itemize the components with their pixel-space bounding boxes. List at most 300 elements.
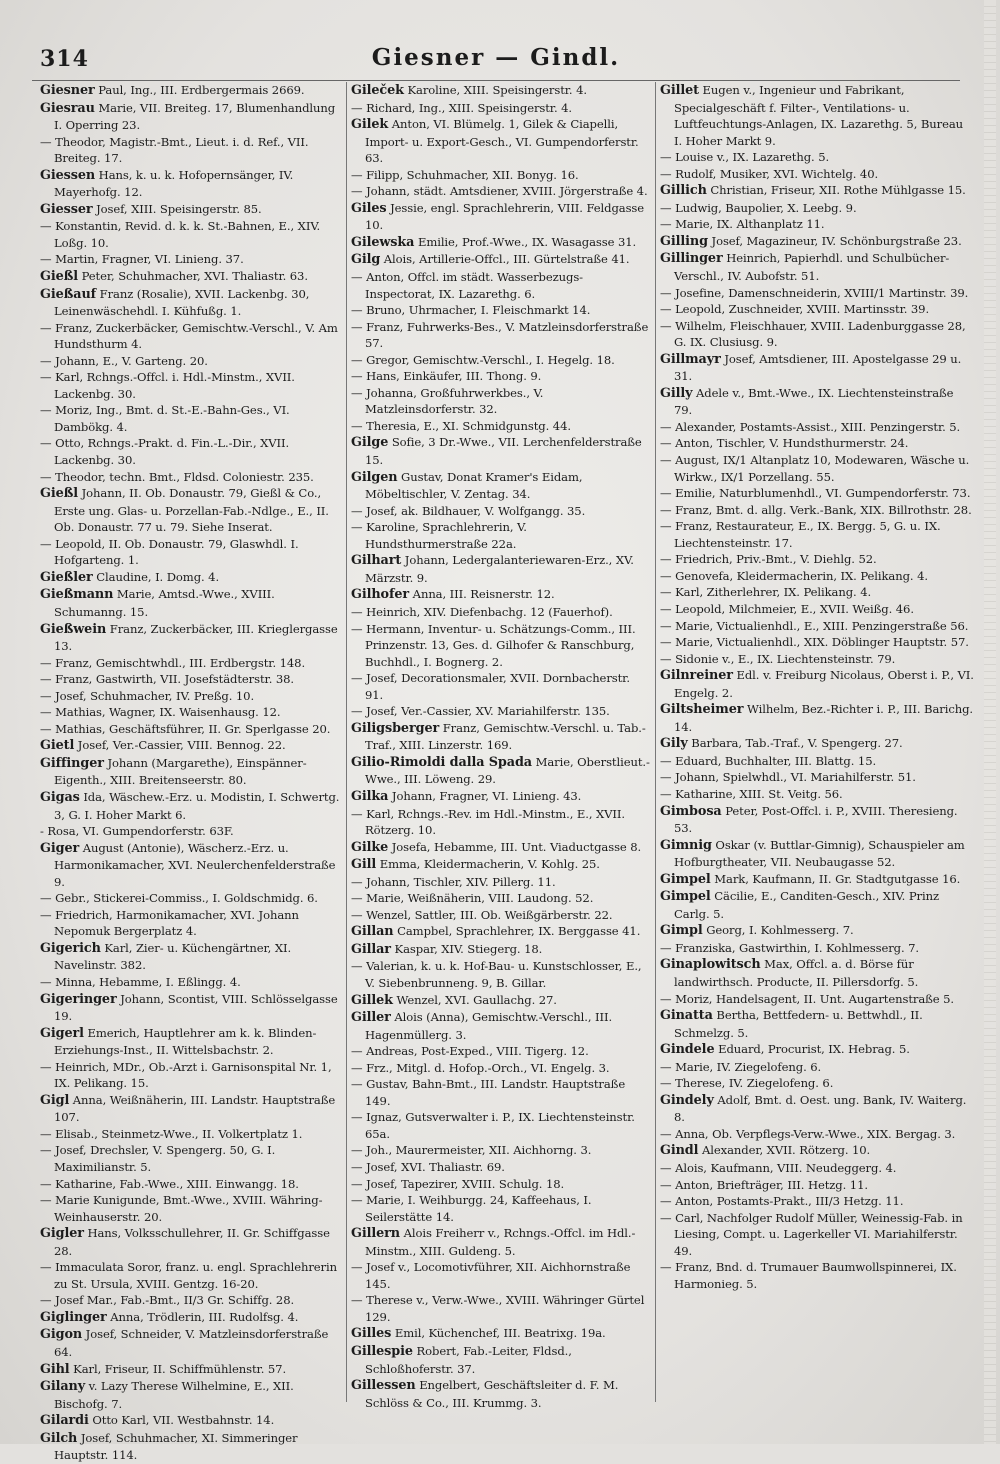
entry-details: — Gebr., Stickerei-Commiss., I. Goldschmidg. 6.	[40, 891, 318, 906]
directory-entry	[40, 991, 342, 1025]
entry-surname: Gigeringer	[40, 991, 117, 1007]
entry-details: Alois Freiherr v., Rchngs.-Offcl. im Hdl.-Minstm., XIII. Guldeng. 5.	[365, 1226, 636, 1258]
entry-details: Barbara, Tab.-Traf., V. Spengerg. 27.	[687, 736, 903, 751]
column-2	[351, 82, 651, 1422]
entry-details: — Franziska, Gastwirthin, I. Kohlmesserg. 7.	[660, 940, 920, 955]
entry-details: — Anton, Postamts-Prakt., III/3 Hetzg. 11.	[660, 1194, 904, 1209]
entry-details: Emma, Kleidermacherin, V. Kohlg. 25.	[376, 857, 600, 872]
directory-entry	[660, 667, 974, 701]
entry-surname: Ginaplowitsch	[660, 957, 761, 973]
entry-details: — Carl, Nachfolger Rudolf Müller, Weinessig-Fab. in Liesing, Compt. u. Lagerkeller VI. Mariahilferstr. 49.	[660, 1210, 963, 1258]
entry-surname: Gigon	[40, 1327, 83, 1343]
directory-entry	[660, 1126, 974, 1143]
entry-details: Max, Offcl. a. d. Börse für landwirthsch. Producte, II. Pillersdorfg. 5.	[674, 957, 919, 989]
directory-entry	[351, 469, 651, 503]
entry-surname: Gimpel	[660, 871, 711, 887]
entry-surname: Gindele	[660, 1042, 715, 1058]
entry-details: — Anton, Tischler, V. Hundsthurmerstr. 24.	[660, 436, 909, 451]
entry-details: — Heinrich, XIV. Diefenbachg. 12 (Fauerhof).	[351, 604, 613, 619]
directory-entry	[40, 1025, 342, 1059]
entry-details: — Ignaz, Gutsverwalter i. P., IX. Liechtensteinstr. 65a.	[351, 1110, 635, 1141]
directory-entry	[351, 703, 651, 720]
entry-details: Adele v., Bmt.-Wwe., IX. Liechtensteinstraße 79.	[674, 385, 954, 418]
directory-entry	[40, 907, 342, 940]
directory-entry	[660, 351, 974, 385]
entry-details: — Karl, Rchngs.-Offcl. i. Hdl.-Minstm., XVII. Lackenbg. 30.	[40, 370, 295, 401]
entry-details: — Louise v., IX. Lazarethg. 5.	[660, 150, 830, 165]
entry-surname: Giesrau	[40, 100, 95, 116]
entry-surname: Giesner	[40, 83, 95, 98]
directory-entry	[351, 251, 651, 269]
directory-entry	[40, 469, 342, 486]
column-1	[40, 82, 342, 1463]
entry-surname: Gillessen	[351, 1378, 416, 1394]
entry-details: Gustav, Donat Kramer's Eidam, Möbeltischler, V. Zentag. 34.	[365, 469, 583, 502]
directory-entry	[351, 183, 651, 200]
entry-details: — Marie, Victualienhdl., XIX. Döblinger Hauptstr. 57.	[660, 635, 969, 650]
entry-details: Heinrich, Papierhdl. und Schulbücher-Verschl., IV. Aubofstr. 51.	[674, 251, 950, 284]
directory-entry	[660, 502, 974, 519]
entry-details: Marie, Oberstlieut.-Wwe., III. Löweng. 29.	[365, 754, 650, 787]
directory-entry	[660, 1177, 974, 1194]
directory-entry	[351, 856, 651, 874]
entry-details: Marie, Amtsd.-Wwe., XVIII. Schumanng. 15.	[54, 587, 275, 619]
entry-details: — Katharine, XIII. St. Veitg. 56.	[660, 786, 843, 801]
entry-details: — Wilhelm, Fleischhauer, XVIII. Ladenburggasse 28, G. IX. Clusiusg. 9.	[660, 318, 966, 350]
entry-details: — Leopold, II. Ob. Donaustr. 79, Glaswhdl. I. Hofgarteng. 1.	[40, 536, 299, 568]
entry-details: — Therese v., Verw.-Wwe., XVIII. Währinger Gürtel 129.	[351, 1293, 645, 1324]
entry-surname: Gillet	[660, 83, 699, 98]
entry-details: — Marie, I. Weihburgg. 24, Kaffeehaus, I. Seilerstätte 14.	[351, 1193, 592, 1224]
directory-entry	[40, 1142, 342, 1175]
entry-surname: Giglinger	[40, 1309, 107, 1325]
entry-surname: Gilardi	[40, 1413, 89, 1429]
directory-entry	[351, 1176, 651, 1193]
directory-entry	[351, 670, 651, 703]
directory-entry	[660, 803, 974, 837]
entry-details: — Richard, Ing., XIII. Speisingerstr. 4.	[351, 100, 573, 115]
entry-details: Ida, Wäschew.-Erz. u. Modistin, I. Schwertg. 3, G. I. Hoher Markt 6.	[54, 789, 340, 822]
directory-entry	[660, 651, 974, 668]
directory-entry	[40, 1309, 342, 1327]
entry-surname: Ginatta	[660, 1008, 713, 1024]
directory-entry	[351, 319, 651, 352]
directory-entry	[351, 1259, 651, 1292]
directory-entry	[660, 82, 974, 149]
directory-entry	[660, 735, 974, 753]
entry-surname: Gießl	[40, 486, 79, 502]
directory-entry	[351, 958, 651, 991]
entry-details: - Rosa, VI. Gumpendorferstr. 63F.	[40, 824, 234, 839]
directory-entry	[351, 788, 651, 806]
entry-surname: Gillar	[351, 941, 391, 957]
directory-entry	[660, 618, 974, 635]
directory-entry	[40, 586, 342, 620]
directory-entry	[351, 604, 651, 621]
entry-surname: Gigas	[40, 789, 80, 805]
entry-details: Karl, Friseur, II. Schiffmühlenstr. 57.	[69, 1361, 287, 1376]
entry-details: — Anton, Offcl. im städt. Wasserbezugs-Inspectorat, IX. Lazarethg. 6.	[351, 270, 583, 301]
entry-surname: Gilge	[351, 435, 389, 451]
entry-surname: Giligsberger	[351, 720, 440, 736]
entry-details: Anna, Weißnäherin, III. Landstr. Hauptstraße 107.	[54, 1092, 336, 1125]
entry-details: — Franz, Zuckerbäcker, Gemischtw.-Verschl., V. Am Hundsthurm 4.	[40, 320, 338, 352]
directory-entry	[660, 518, 974, 551]
entry-details: Franz, Zuckerbäcker, III. Krieglergasse 13.	[54, 621, 338, 654]
entry-details: Emerich, Hauptlehrer am k. k. Blinden-Erziehungs-Inst., II. Wittelsbachstr. 2.	[54, 1025, 317, 1058]
entry-surname: Gießler	[40, 569, 93, 585]
directory-entry	[40, 100, 342, 134]
directory-entry	[40, 1059, 342, 1092]
entry-surname: Gilek	[351, 117, 389, 133]
entry-details: Johann, Scontist, VIII. Schlösselgasse 19.	[54, 991, 338, 1024]
entry-details: Wenzel, XVI. Gaullachg. 27.	[392, 992, 557, 1007]
directory-entry	[40, 1259, 342, 1292]
directory-entry	[40, 621, 342, 655]
entry-surname: Gillich	[660, 183, 707, 199]
directory-entry	[351, 302, 651, 319]
directory-entry	[351, 621, 651, 671]
directory-entry	[351, 923, 651, 941]
running-head: Giesner — Gindl.	[371, 44, 621, 71]
directory-entry	[660, 1007, 974, 1041]
entry-details: Bertha, Bettfedern- u. Bettwhdl., II. Schmelzg. 5.	[674, 1008, 923, 1040]
entry-surname: Gily	[660, 736, 688, 752]
directory-entry	[351, 352, 651, 369]
entry-details: Josef, XIII. Speisingerstr. 85.	[92, 201, 262, 216]
directory-entry	[40, 369, 342, 402]
entry-details: — Moriz, Ing., Bmt. d. St.-E.-Bahn-Ges., VI. Dambökg. 4.	[40, 403, 290, 434]
directory-entry	[351, 1343, 651, 1377]
directory-entry	[351, 82, 651, 100]
directory-entry	[351, 1377, 651, 1411]
entry-details: — Josef, Schuhmacher, IV. Preßg. 10.	[40, 688, 255, 703]
directory-entry	[351, 1076, 651, 1109]
directory-entry	[660, 1142, 974, 1160]
column-divider	[346, 82, 347, 1402]
entry-details: — Immaculata Soror, franz. u. engl. Sprachlehrerin zu St. Ursula, XVIII. Gentzg. 16-20.	[40, 1260, 337, 1291]
directory-entry	[660, 1092, 974, 1126]
directory-entry	[351, 941, 651, 959]
directory-entry	[660, 435, 974, 452]
entry-surname: Giles	[351, 200, 387, 216]
directory-entry	[40, 569, 342, 587]
entry-details: — Franz, Restaurateur, E., IX. Bergg. 5, G. u. IX. Liechtensteinstr. 17.	[660, 519, 941, 550]
entry-details: — Franz, Fuhrwerks-Bes., V. Matzleinsdorferstraße 57.	[351, 319, 649, 351]
entry-details: — Johann, E., V. Garteng. 20.	[40, 353, 208, 368]
directory-entry	[660, 1075, 974, 1092]
entry-details: Anna, Trödlerin, III. Rudolfsg. 4.	[106, 1309, 299, 1324]
entry-details: — Joh., Maurermeister, XII. Aichhorng. 3.	[351, 1143, 592, 1158]
directory-entry	[351, 1109, 651, 1142]
entry-details: Marie, VII. Breiteg. 17, Blumenhandlung I. Operring 23.	[54, 100, 336, 133]
entry-details: Paul, Ing., III. Erdbergermais 2669.	[94, 83, 305, 97]
entry-details: — Elisab., Steinmetz-Wwe., II. Volkertplatz 1.	[40, 1126, 303, 1141]
entry-details: Eduard, Procurist, IX. Hebrag. 5.	[714, 1042, 910, 1057]
directory-entry	[40, 1176, 342, 1193]
entry-surname: Gilnreiner	[660, 668, 733, 684]
entry-surname: Giger	[40, 840, 80, 856]
directory-entry	[660, 837, 974, 871]
directory-entry	[40, 890, 342, 907]
directory-entry	[40, 1192, 342, 1225]
entry-details: — Genovefa, Kleidermacherin, IX. Pelikang. 4.	[660, 568, 928, 583]
directory-entry	[351, 1142, 651, 1159]
entry-details: — Mathias, Geschäftsführer, II. Gr. Sperlgasse 20.	[40, 721, 331, 736]
directory-entry	[40, 435, 342, 468]
entry-details: Alois, Artillerie-Offcl., III. Gürtelstraße 41.	[380, 252, 630, 267]
entry-details: — Theresia, E., XI. Schmidgunstg. 44.	[351, 418, 571, 433]
directory-entry	[351, 1060, 651, 1077]
entry-details: Hans, Volksschullehrer, II. Gr. Schiffgasse 28.	[54, 1226, 330, 1258]
entry-details: — Josef, ak. Bildhauer, V. Wolfgangg. 35.	[351, 503, 586, 518]
page-header	[32, 40, 960, 81]
directory-entry	[40, 536, 342, 569]
directory-entry	[40, 167, 342, 201]
directory-entry	[351, 907, 651, 924]
entry-details: — Marie, IX. Althanplatz 11.	[660, 217, 825, 232]
entry-details: Josefa, Hebamme, III. Unt. Viaductgasse 8.	[388, 839, 642, 854]
entry-surname: Gillan	[351, 924, 394, 940]
directory-entry	[40, 268, 342, 286]
directory-entry	[660, 419, 974, 436]
entry-details: Emil, Küchenchef, III. Beatrixg. 19a.	[391, 1326, 606, 1341]
entry-surname: Gießauf	[40, 286, 97, 302]
entry-surname: Gilhart	[351, 553, 402, 569]
entry-details: — Franz, Gemischtwhdl., III. Erdbergstr. 148.	[40, 655, 306, 670]
directory-entry	[660, 166, 974, 183]
entry-details: — Josef v., Locomotivführer, XII. Aichhornstraße 145.	[351, 1260, 631, 1291]
directory-entry	[351, 519, 651, 552]
directory-entry	[351, 167, 651, 184]
directory-entry	[40, 201, 342, 219]
directory-entry	[351, 552, 651, 586]
directory-entry	[660, 769, 974, 786]
directory-entry	[351, 368, 651, 385]
directory-entry	[40, 704, 342, 721]
directory-entry	[660, 250, 974, 284]
directory-entry	[351, 1043, 651, 1060]
entry-surname: Gillespie	[351, 1344, 413, 1360]
entry-details: — Marie Kunigunde, Bmt.-Wwe., XVIII. Währing-Weinhauserstr. 20.	[40, 1193, 323, 1224]
entry-surname: Gießwein	[40, 621, 107, 637]
directory-entry	[40, 251, 342, 268]
directory-entry	[660, 1041, 974, 1059]
directory-entry	[660, 452, 974, 485]
column-3	[660, 82, 974, 1422]
entry-details: — Leopold, Milchmeier, E., XVII. Weißg. 46.	[660, 601, 914, 616]
entry-details: — Marie, IV. Ziegelofeng. 6.	[660, 1059, 822, 1074]
directory-entry	[660, 318, 974, 351]
entry-details: Eugen v., Ingenieur und Fabrikant, Specialgeschäft f. Filter-, Ventilations- u. Luftfeuchtungs-Anlagen, IX. Lazarethg. 5, Bureau I. Hoher Markt 9.	[674, 83, 964, 148]
entry-details: — Marie, Victualienhdl., E., XIII. Penzingerstraße 56.	[660, 618, 969, 633]
entry-details: Adolf, Bmt. d. Oest. ung. Bank, IV. Waiterg. 8.	[674, 1092, 967, 1125]
entry-details: Georg, I. Kohlmesserg. 7.	[702, 923, 854, 938]
entry-details: — Heinrich, MDr., Ob.-Arzt i. Garnisonspital Nr. 1, IX. Pelikang. 15.	[40, 1059, 332, 1091]
directory-entry	[351, 434, 651, 468]
entry-details: — Theodor, techn. Bmt., Fldsd. Coloniestr. 235.	[40, 469, 314, 484]
directory-entry	[40, 218, 342, 251]
directory-entry	[660, 888, 974, 922]
entry-details: — Frz., Mitgl. d. Hofop.-Orch., VI. Engelg. 3.	[351, 1060, 610, 1075]
entry-details: Alois (Anna), Gemischtw.-Verschl., III. Hagenmüllerg. 3.	[365, 1010, 613, 1042]
directory-entry	[40, 1361, 342, 1379]
entry-surname: Giller	[351, 1010, 391, 1026]
directory-entry	[40, 134, 342, 167]
entry-details: Hans, k. u. k. Hofopernsänger, IV. Mayerhofg. 12.	[54, 167, 294, 200]
directory-entry	[351, 1225, 651, 1259]
entry-surname: Gigerl	[40, 1025, 84, 1041]
entry-surname: Gihl	[40, 1361, 70, 1377]
directory-entry	[351, 992, 651, 1010]
entry-details: — Katharine, Fab.-Wwe., XIII. Einwangg. 18.	[40, 1176, 299, 1191]
entry-surname: Gießmann	[40, 587, 114, 603]
entry-details: — Johann, städt. Amtsdiener, XVIII. Jörgerstraße 4.	[351, 184, 648, 199]
entry-surname: Gilch	[40, 1430, 78, 1446]
entry-details: — Josef, Tapezirer, XVIII. Schulg. 18.	[351, 1176, 565, 1191]
entry-surname: Gilke	[351, 839, 389, 855]
directory-entry	[40, 1412, 342, 1430]
entry-details: — Leopold, Zuschneider, XVIII. Martinsstr. 39.	[660, 302, 930, 317]
entry-surname: Gimbosa	[660, 803, 722, 819]
directory-entry	[40, 1126, 342, 1143]
entry-details: Anna, III. Reisnerstr. 12.	[409, 587, 555, 602]
entry-surname: Giltsheimer	[660, 702, 744, 718]
entry-details: — Josef, XVI. Thaliastr. 69.	[351, 1160, 505, 1174]
directory-entry	[40, 974, 342, 991]
entry-details: — Andreas, Post-Exped., VIII. Tigerg. 12.	[351, 1044, 589, 1059]
scan-edge	[984, 0, 996, 1444]
entry-surname: Gillek	[351, 992, 393, 1008]
entry-details: Karl, Zier- u. Küchengärtner, XI. Navelinstr. 382.	[54, 940, 292, 973]
entry-surname: Gindely	[660, 1092, 714, 1108]
entry-details: — Franz, Gastwirth, VII. Josefstädterstr. 38.	[40, 672, 294, 687]
entry-details: — Karl, Zitherlehrer, IX. Pelikang. 4.	[660, 585, 872, 600]
entry-details: — Filipp, Schuhmacher, XII. Bonyg. 16.	[351, 167, 579, 182]
directory-entry	[40, 823, 342, 840]
entry-details: Wilhelm, Bez.-Richter i. P., III. Barichg. 14.	[674, 702, 974, 734]
directory-entry	[40, 1378, 342, 1412]
entry-details: Josef, Ver.-Cassier, VIII. Bennog. 22.	[74, 738, 286, 753]
entry-details: — Otto, Rchngs.-Prakt. d. Fin.-L.-Dir., XVII. Lackenbg. 30.	[40, 436, 290, 468]
entry-details: — Josefine, Damenschneiderin, XVIII/1 Martinstr. 39.	[660, 285, 969, 300]
entry-surname: Gill	[351, 857, 377, 873]
entry-details: Kaspar, XIV. Stiegerg. 18.	[390, 941, 543, 956]
entry-surname: Gillmayr	[660, 351, 721, 367]
directory-entry	[40, 789, 342, 823]
directory-entry	[351, 100, 651, 117]
entry-details: — Martin, Fragner, VI. Linieng. 37.	[40, 252, 244, 267]
entry-details: — Franz, Bmt. d. allg. Verk.-Bank, XIX. Billrothstr. 28.	[660, 502, 972, 517]
entry-details: — Sidonie v., E., IX. Liechtensteinstr. 79.	[660, 651, 896, 666]
entry-details: — Josef Mar., Fab.-Bmt., II/3 Gr. Schiffg. 28.	[40, 1293, 295, 1308]
entry-details: — Johanna, Großfuhrwerkbes., V. Matzleinsdorferstr. 32.	[351, 385, 544, 417]
directory-entry	[660, 871, 974, 889]
directory-entry	[40, 485, 342, 536]
directory-entry	[660, 485, 974, 502]
directory-entry	[351, 874, 651, 891]
directory-entry	[660, 149, 974, 166]
entry-details: Peter, Post-Offcl. i. P., XVIII. Theresieng. 53.	[674, 803, 958, 836]
directory-entry	[660, 701, 974, 735]
directory-entry	[40, 671, 342, 688]
entry-details: — Mathias, Wagner, IX. Waisenhausg. 12.	[40, 705, 281, 720]
directory-entry	[351, 1192, 651, 1225]
directory-entry	[40, 1292, 342, 1309]
entry-details: Josef, Schneider, V. Matzleinsdorferstraße 64.	[54, 1327, 329, 1360]
entry-details: — Rudolf, Musiker, XVI. Wichtelg. 40.	[660, 166, 879, 181]
directory-entry	[351, 1325, 651, 1343]
entry-details: Alexander, XVII. Rötzerg. 10.	[698, 1143, 871, 1158]
entry-details: — August, IX/1 Altanplatz 10, Modewaren, Wäsche u. Wirkw., IX/1 Porzellang. 55.	[660, 453, 970, 484]
entry-details: — Anton, Briefträger, III. Hetzg. 11.	[660, 1177, 868, 1192]
directory-entry	[660, 285, 974, 302]
entry-details: Edl. v. Freiburg Nicolaus, Oberst i. P., VI. Engelg. 2.	[674, 668, 974, 700]
directory-entry	[660, 922, 974, 940]
entry-details: Peter, Schuhmacher, XVI. Thaliastr. 63.	[78, 269, 308, 284]
entry-details: — Therese, IV. Ziegelofeng. 6.	[660, 1076, 834, 1091]
directory-entry	[660, 634, 974, 651]
directory-entry	[351, 503, 651, 520]
entry-details: Oskar (v. Buttlar-Gimnig), Schauspieler am Hofburgtheater, VII. Neubaugasse 52.	[674, 837, 965, 870]
entry-details: — Konstantin, Revid. d. k. k. St.-Bahnen, E., XIV. Loßg. 10.	[40, 219, 321, 250]
directory-entry	[351, 269, 651, 302]
entry-surname: Gillern	[351, 1226, 401, 1242]
entry-details: Jessie, engl. Sprachlehrerin, VIII. Feldgasse 10.	[365, 200, 645, 233]
entry-details: — Wenzel, Sattler, III. Ob. Weißgärberstr. 22.	[351, 907, 613, 922]
directory-entry	[40, 82, 342, 100]
entry-details: — Josef, Drechsler, V. Spengerg. 50, G. I. Maximilianstr. 5.	[40, 1143, 276, 1174]
entry-surname: Gilewska	[351, 234, 415, 250]
entry-details: — Josef, Ver.-Cassier, XV. Mariahilferstr. 135.	[351, 704, 610, 719]
page-number: 314	[40, 46, 89, 72]
directory-entry	[660, 1160, 974, 1177]
directory-entry	[40, 940, 342, 974]
directory-entry	[351, 234, 651, 252]
entry-details: Josef, Magazineur, IV. Schönburgstraße 23.	[707, 233, 962, 248]
entry-details: — Minna, Hebamme, I. Eßlingg. 4.	[40, 974, 241, 989]
directory-entry	[351, 116, 651, 167]
directory-entry	[660, 385, 974, 419]
entry-surname: Gietl	[40, 738, 75, 754]
entry-surname: Gigerich	[40, 940, 101, 956]
entry-details: — Marie, Weißnäherin, VIII. Laudong. 52.	[351, 891, 594, 906]
directory-entry	[351, 385, 651, 418]
directory-entry	[351, 200, 651, 234]
entry-surname: Gigler	[40, 1226, 84, 1242]
directory-entry	[660, 568, 974, 585]
directory-entry	[40, 402, 342, 435]
entry-details: Josef, Amtsdiener, III. Apostelgasse 29 u. 31.	[674, 351, 962, 384]
directory-entry	[660, 182, 974, 200]
entry-details: v. Lazy Therese Wilhelmine, E., XII. Bischofg. 7.	[54, 1379, 294, 1411]
directory-entry	[40, 721, 342, 738]
entry-details: — Bruno, Uhrmacher, I. Fleischmarkt 14.	[351, 303, 591, 318]
entry-details: — Franz, Bnd. d. Trumauer Baumwollspinnerei, IX. Harmonieg. 5.	[660, 1260, 957, 1291]
entry-details: Christian, Friseur, XII. Rothe Mühlgasse 15.	[706, 183, 966, 198]
entry-surname: Gimpel	[660, 889, 711, 905]
entry-surname: Giesser	[40, 201, 93, 217]
entry-surname: Gießl	[40, 269, 79, 285]
directory-entry	[660, 216, 974, 233]
directory-entry	[351, 720, 651, 754]
directory-entry	[351, 1159, 651, 1176]
entry-details: — Ludwig, Baupolier, X. Leebg. 9.	[660, 200, 857, 215]
directory-entry	[351, 1292, 651, 1325]
directory-entry	[660, 991, 974, 1008]
directory-columns	[40, 82, 975, 1463]
entry-details: — Hermann, Inventur- u. Schätzungs-Comm., III. Prinzenstr. 13, Ges. d. Gilhofer & Ranschburg, Buchhdl., I. Bognerg. 2.	[351, 621, 636, 669]
